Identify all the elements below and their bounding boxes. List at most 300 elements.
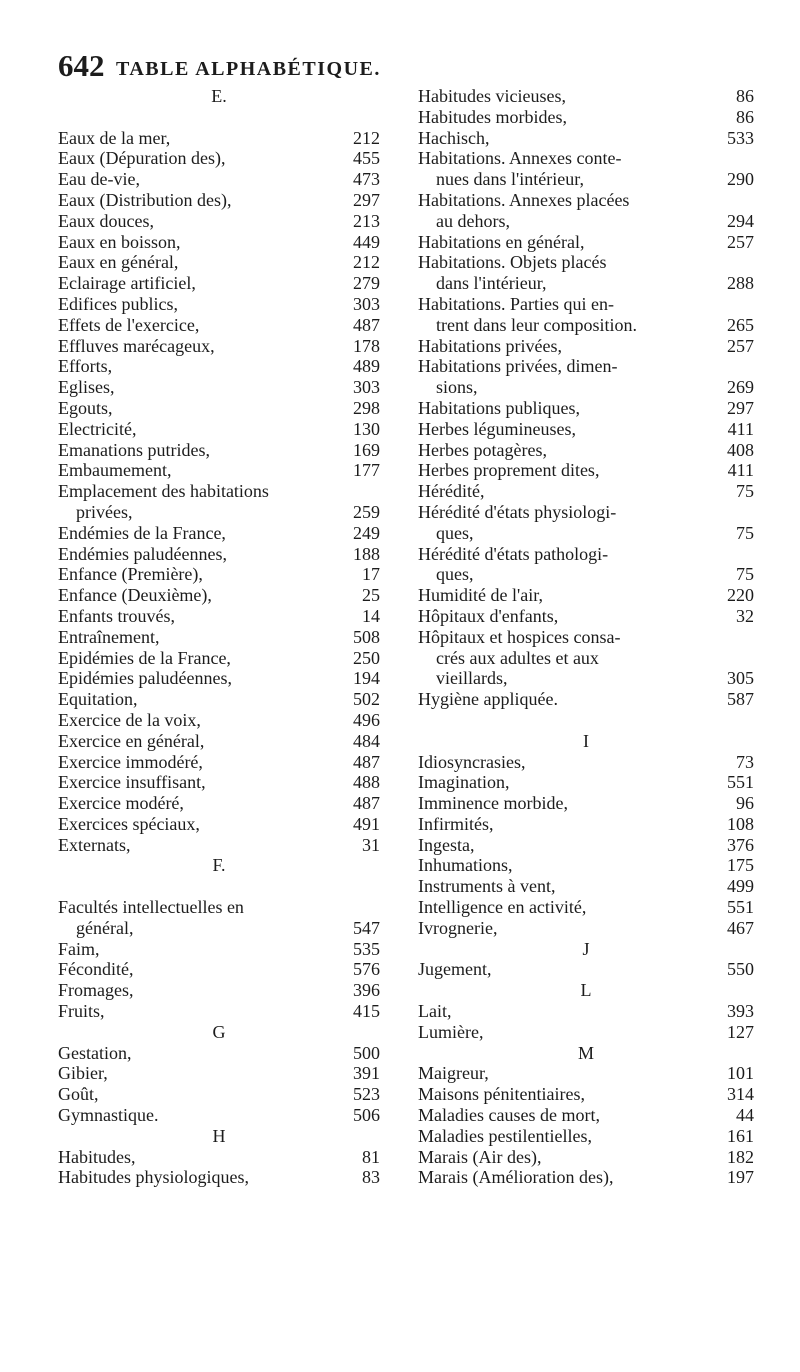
section-letter	[418, 939, 754, 960]
index-entry	[58, 793, 380, 814]
index-entry	[418, 398, 754, 419]
entry-page-number	[750, 252, 754, 273]
entry-page-number: 75	[736, 481, 754, 502]
entry-term: Lumière,	[418, 1021, 484, 1042]
entry-page-number: 396	[353, 980, 380, 1001]
entry-term: Jugement,	[418, 959, 492, 980]
index-entry	[58, 1084, 380, 1105]
entry-term: Egouts,	[58, 397, 113, 418]
entry-page-number	[750, 627, 754, 648]
entry-term: Eclairage artificiel,	[58, 273, 196, 294]
index-entry	[58, 544, 380, 565]
entry-term: Habitudes physiologiques,	[58, 1167, 249, 1188]
entry-term: Gestation,	[58, 1042, 132, 1063]
entry-term: Goût,	[58, 1084, 99, 1105]
index-entry	[58, 232, 380, 253]
section-letter-text: E.	[211, 86, 227, 106]
entry-term: Exercice en général,	[58, 730, 205, 751]
section-letter	[418, 1043, 754, 1064]
entry-page-number: 279	[353, 273, 380, 294]
entry-term: Hérédité,	[418, 481, 485, 502]
index-entry	[418, 752, 754, 773]
index-entry	[58, 585, 380, 606]
index-entry	[58, 835, 380, 856]
index-entry	[58, 1043, 380, 1064]
entry-page-number: 487	[353, 751, 380, 772]
entry-page-number: 305	[727, 668, 754, 689]
index-entry	[418, 959, 754, 980]
entry-term: Ingesta,	[418, 834, 475, 855]
index-entry	[58, 897, 380, 918]
index-entry	[58, 1063, 380, 1084]
entry-page-number: 391	[353, 1063, 380, 1084]
entry-term: Eaux (Distribution des),	[58, 189, 232, 210]
entry-term: Eaux de la mer,	[58, 127, 171, 148]
entry-term: Inhumations,	[418, 855, 513, 876]
index-entry	[58, 377, 380, 398]
entry-term: Edifices publics,	[58, 293, 178, 314]
index-entry	[58, 689, 380, 710]
entry-page-number: 487	[353, 314, 380, 335]
index-entry	[58, 752, 380, 773]
entry-term: au dehors,	[436, 210, 510, 231]
entry-term: Hôpitaux d'enfants,	[418, 605, 559, 626]
section-letter	[418, 980, 754, 1001]
entry-page-number: 249	[353, 522, 380, 543]
entry-term: Emanations putrides,	[58, 439, 210, 460]
entry-term: ques,	[436, 522, 474, 543]
entry-page-number: 25	[362, 585, 380, 606]
entry-term: Entraînement,	[58, 626, 160, 647]
index-entry	[58, 502, 380, 523]
entry-term: Gymnastique.	[58, 1105, 159, 1126]
index-entry	[418, 793, 754, 814]
entry-page-number: 250	[353, 647, 380, 668]
entry-term: Habitudes,	[58, 1146, 136, 1167]
entry-page-number: 303	[353, 293, 380, 314]
entry-page-number: 269	[727, 377, 754, 398]
entry-term: nues dans l'intérieur,	[436, 169, 584, 190]
index-column-left	[58, 86, 380, 1188]
entry-term: Exercices spéciaux,	[58, 813, 200, 834]
index-entry	[58, 959, 380, 980]
entry-term: Electricité,	[58, 418, 137, 439]
index-entry	[58, 294, 380, 315]
entry-term: Habitudes vicieuses,	[418, 86, 566, 106]
entry-page-number: 393	[727, 1001, 754, 1022]
entry-term: Habitations privées,	[418, 335, 562, 356]
section-letter-text: H	[212, 1125, 226, 1146]
index-entry	[418, 460, 754, 481]
entry-page-number: 297	[727, 397, 754, 418]
entry-page-number: 182	[727, 1146, 754, 1167]
entry-page-number: 467	[727, 917, 754, 938]
entry-term: Habitudes morbides,	[418, 106, 567, 127]
index-entry	[418, 336, 754, 357]
entry-page-number: 411	[727, 418, 754, 439]
entry-page-number: 75	[736, 522, 754, 543]
index-entry	[418, 897, 754, 918]
entry-page-number: 506	[353, 1105, 380, 1126]
entry-term: Hérédité d'états pathologi-	[418, 543, 609, 564]
index-entry	[418, 835, 754, 856]
entry-page-number: 44	[736, 1105, 754, 1126]
index-entry	[58, 440, 380, 461]
index-entry	[58, 980, 380, 1001]
blank-line	[58, 876, 380, 897]
entry-page-number: 376	[727, 834, 754, 855]
section-letter	[418, 731, 754, 752]
index-entry	[418, 564, 754, 585]
index-entry	[58, 1147, 380, 1168]
entry-term: Exercice modéré,	[58, 793, 184, 814]
entry-term: Habitations. Parties qui en-	[418, 293, 614, 314]
entry-page-number: 294	[727, 210, 754, 231]
entry-term: Habitations publiques,	[418, 397, 580, 418]
entry-page-number	[750, 356, 754, 377]
entry-term: Fromages,	[58, 980, 134, 1001]
entry-page-number: 502	[353, 689, 380, 710]
entry-term: Instruments à vent,	[418, 876, 556, 897]
index-entry	[418, 1001, 754, 1022]
entry-term: Humidité de l'air,	[418, 585, 543, 606]
entry-page-number: 130	[353, 418, 380, 439]
index-entry	[58, 336, 380, 357]
running-title: TABLE ALPHABÉTIQUE.	[116, 58, 381, 80]
entry-term: Enfance (Deuxième),	[58, 585, 212, 606]
index-entry	[58, 731, 380, 752]
index-entry	[418, 356, 754, 377]
entry-term: vieillards,	[436, 668, 508, 689]
entry-term: Habitations. Annexes conte-	[418, 148, 622, 169]
entry-page-number: 265	[727, 314, 754, 335]
entry-page-number: 533	[727, 127, 754, 148]
index-entry	[58, 356, 380, 377]
entry-term: Endémies paludéennes,	[58, 543, 227, 564]
entry-page-number: 408	[727, 439, 754, 460]
entry-term: Exercice insuffisant,	[58, 772, 206, 793]
index-entry	[418, 1126, 754, 1147]
index-entry	[418, 315, 754, 336]
index-entry	[418, 918, 754, 939]
entry-term: Herbes proprement dites,	[418, 460, 600, 481]
index-entry	[58, 939, 380, 960]
entry-term: Habitations privées, dimen-	[418, 356, 618, 377]
entry-term: dans l'intérieur,	[436, 273, 547, 294]
entry-page-number: 288	[727, 273, 754, 294]
entry-page-number: 508	[353, 626, 380, 647]
entry-page-number: 415	[353, 1001, 380, 1022]
entry-page-number: 473	[353, 169, 380, 190]
entry-page-number: 213	[353, 210, 380, 231]
entry-term: Hôpitaux et hospices consa-	[418, 626, 621, 647]
section-letter	[58, 1022, 380, 1043]
entry-page-number: 73	[736, 751, 754, 772]
entry-term: Embaumement,	[58, 460, 172, 481]
entry-page-number: 220	[727, 585, 754, 606]
entry-page-number: 188	[353, 543, 380, 564]
index-entry	[418, 689, 754, 710]
entry-term: Eaux douces,	[58, 210, 154, 231]
entry-term: Imagination,	[418, 772, 510, 793]
index-entry	[418, 1167, 754, 1188]
entry-page-number: 259	[353, 501, 380, 522]
index-entry	[418, 606, 754, 627]
entry-page-number: 212	[353, 252, 380, 273]
entry-term: Maigreur,	[418, 1063, 489, 1084]
entry-page-number: 194	[353, 668, 380, 689]
entry-term: Externats,	[58, 834, 131, 855]
index-entry	[418, 814, 754, 835]
entry-page-number: 257	[727, 231, 754, 252]
index-entry	[58, 606, 380, 627]
index-entry	[418, 232, 754, 253]
entry-page-number: 14	[362, 605, 380, 626]
index-entry	[418, 273, 754, 294]
index-entry	[58, 128, 380, 149]
index-entry	[58, 523, 380, 544]
entry-term: Effluves marécageux,	[58, 335, 215, 356]
index-entry	[58, 648, 380, 669]
entry-page-number: 535	[353, 938, 380, 959]
index-entry	[58, 1105, 380, 1126]
entry-term: Eglises,	[58, 377, 115, 398]
entry-page-number: 547	[353, 917, 380, 938]
entry-term: Fécondité,	[58, 959, 134, 980]
entry-term: Hachisch,	[418, 127, 490, 148]
section-letter-text: L	[580, 980, 592, 1001]
entry-term: Marais (Amélioration des),	[418, 1167, 614, 1188]
entry-term: Idiosyncrasies,	[418, 751, 526, 772]
index-entry	[58, 460, 380, 481]
entry-term: Eaux en général,	[58, 252, 179, 273]
index-entry	[418, 148, 754, 169]
index-entry	[418, 627, 754, 648]
index-entry	[418, 772, 754, 793]
entry-page-number: 499	[727, 876, 754, 897]
entry-page-number: 449	[353, 231, 380, 252]
entry-page-number: 127	[727, 1021, 754, 1042]
index-entry	[418, 211, 754, 232]
entry-term: trent dans leur composition.	[436, 314, 637, 335]
entry-term: Exercice immodéré,	[58, 751, 203, 772]
index-entry	[58, 398, 380, 419]
entry-term: Eaux en boisson,	[58, 231, 181, 252]
entry-page-number: 576	[353, 959, 380, 980]
index-entry	[418, 481, 754, 502]
entry-page-number	[750, 544, 754, 565]
entry-term: Lait,	[418, 1001, 452, 1022]
section-letter	[58, 855, 380, 876]
entry-term: Gibier,	[58, 1063, 108, 1084]
index-entry	[418, 128, 754, 149]
entry-term: Eaux (Dépuration des),	[58, 148, 226, 169]
index-entry	[58, 252, 380, 273]
blank-line	[58, 107, 380, 128]
index-entry	[418, 1147, 754, 1168]
entry-term: Epidémies paludéennes,	[58, 668, 232, 689]
section-letter-text: J	[582, 938, 590, 959]
entry-page-number: 83	[362, 1167, 380, 1188]
index-entry	[418, 1105, 754, 1126]
entry-page-number: 455	[353, 148, 380, 169]
entry-page-number: 523	[353, 1084, 380, 1105]
entry-page-number: 175	[727, 855, 754, 876]
index-entry	[418, 169, 754, 190]
index-entry	[58, 148, 380, 169]
entry-page-number: 169	[353, 439, 380, 460]
index-entry	[58, 772, 380, 793]
index-entry	[418, 1022, 754, 1043]
entry-page-number: 75	[736, 564, 754, 585]
index-entry	[418, 1084, 754, 1105]
entry-term: Herbes légumineuses,	[418, 418, 576, 439]
entry-term: Eau de-vie,	[58, 169, 140, 190]
entry-page-number: 212	[353, 127, 380, 148]
entry-term: Infirmités,	[418, 813, 494, 834]
entry-term: Enfance (Première),	[58, 564, 203, 585]
page-header	[58, 48, 738, 88]
entry-page-number: 587	[727, 689, 754, 710]
entry-term: crés aux adultes et aux	[436, 647, 599, 668]
index-entry	[418, 1063, 754, 1084]
index-entry	[58, 419, 380, 440]
index-entry	[418, 190, 754, 211]
entry-term: Intelligence en activité,	[418, 897, 587, 918]
entry-term: Equitation,	[58, 689, 138, 710]
entry-term: Facultés intellectuelles en	[58, 897, 244, 918]
entry-page-number: 177	[353, 460, 380, 481]
blank-line	[418, 710, 754, 731]
entry-page-number	[750, 648, 754, 669]
index-entry	[418, 294, 754, 315]
entry-page-number: 303	[353, 377, 380, 398]
entry-page-number	[376, 481, 380, 502]
entry-term: privées,	[76, 501, 133, 522]
entry-page-number: 101	[727, 1063, 754, 1084]
entry-term: général,	[76, 917, 134, 938]
index-entry	[418, 252, 754, 273]
entry-term: Maladies pestilentielles,	[418, 1125, 592, 1146]
index-entry	[58, 273, 380, 294]
section-letter-text: M	[577, 1042, 594, 1063]
entry-page-number	[750, 148, 754, 169]
entry-page-number	[376, 897, 380, 918]
index-entry	[418, 585, 754, 606]
index-entry	[418, 876, 754, 897]
entry-page-number: 32	[736, 605, 754, 626]
index-entry	[58, 169, 380, 190]
entry-term: Imminence morbide,	[418, 793, 568, 814]
index-entry	[58, 190, 380, 211]
entry-term: ques,	[436, 564, 474, 585]
entry-page-number	[750, 502, 754, 523]
entry-term: Habitations en général,	[418, 231, 585, 252]
entry-page-number: 290	[727, 169, 754, 190]
entry-page-number: 496	[353, 709, 380, 730]
index-entry	[58, 564, 380, 585]
entry-term: Emplacement des habitations	[58, 481, 269, 502]
entry-page-number: 298	[353, 397, 380, 418]
entry-term: Marais (Air des),	[418, 1146, 542, 1167]
index-entry	[58, 1001, 380, 1022]
page-number: 642	[58, 48, 105, 83]
entry-term: Exercice de la voix,	[58, 709, 201, 730]
index-entry	[58, 1167, 380, 1188]
entry-page-number: 487	[353, 793, 380, 814]
index-entry	[418, 544, 754, 565]
entry-page-number: 86	[736, 86, 754, 106]
index-entry	[58, 481, 380, 502]
entry-term: Maisons pénitentiaires,	[418, 1084, 585, 1105]
entry-term: sions,	[436, 377, 478, 398]
index-entry	[418, 86, 754, 107]
entry-page-number: 484	[353, 730, 380, 751]
index-entry	[58, 668, 380, 689]
index-entry	[418, 855, 754, 876]
index-entry	[58, 710, 380, 731]
entry-term: Epidémies de la France,	[58, 647, 231, 668]
entry-term: Endémies de la France,	[58, 522, 226, 543]
entry-term: Faim,	[58, 938, 100, 959]
index-entry	[58, 211, 380, 232]
index-entry	[418, 440, 754, 461]
section-letter	[58, 86, 380, 107]
index-entry	[418, 648, 754, 669]
entry-page-number: 197	[727, 1167, 754, 1188]
entry-page-number: 81	[362, 1146, 380, 1167]
entry-page-number: 551	[727, 772, 754, 793]
index-entry	[418, 668, 754, 689]
entry-page-number: 550	[727, 959, 754, 980]
index-entry	[418, 523, 754, 544]
index-entry	[418, 502, 754, 523]
index-entry	[418, 107, 754, 128]
entry-term: Enfants trouvés,	[58, 605, 175, 626]
entry-term: Ivrognerie,	[418, 917, 498, 938]
index-entry	[418, 419, 754, 440]
entry-page-number: 178	[353, 335, 380, 356]
index-entry	[58, 315, 380, 336]
index-entry	[58, 814, 380, 835]
entry-page-number: 489	[353, 356, 380, 377]
entry-page-number: 96	[736, 793, 754, 814]
entry-page-number: 551	[727, 897, 754, 918]
entry-term: Fruits,	[58, 1001, 105, 1022]
section-letter-text: F.	[212, 855, 226, 876]
entry-term: Habitations. Objets placés	[418, 252, 607, 273]
entry-page-number: 17	[362, 564, 380, 585]
entry-term: Maladies causes de mort,	[418, 1105, 600, 1126]
entry-term: Habitations. Annexes placées	[418, 189, 630, 210]
entry-page-number: 31	[362, 834, 380, 855]
section-letter	[58, 1126, 380, 1147]
entry-page-number: 491	[353, 813, 380, 834]
entry-page-number: 488	[353, 772, 380, 793]
entry-page-number: 108	[727, 813, 754, 834]
section-letter-text: G	[212, 1021, 226, 1042]
entry-page-number	[750, 190, 754, 211]
section-letter-text: I	[583, 730, 589, 751]
index-column-right	[418, 86, 754, 1188]
index-entry	[418, 377, 754, 398]
entry-term: Hygiène appliquée.	[418, 689, 558, 710]
entry-page-number: 257	[727, 335, 754, 356]
entry-term: Effets de l'exercice,	[58, 314, 200, 335]
entry-page-number: 411	[727, 460, 754, 481]
entry-page-number: 500	[353, 1042, 380, 1063]
entry-page-number: 161	[727, 1125, 754, 1146]
